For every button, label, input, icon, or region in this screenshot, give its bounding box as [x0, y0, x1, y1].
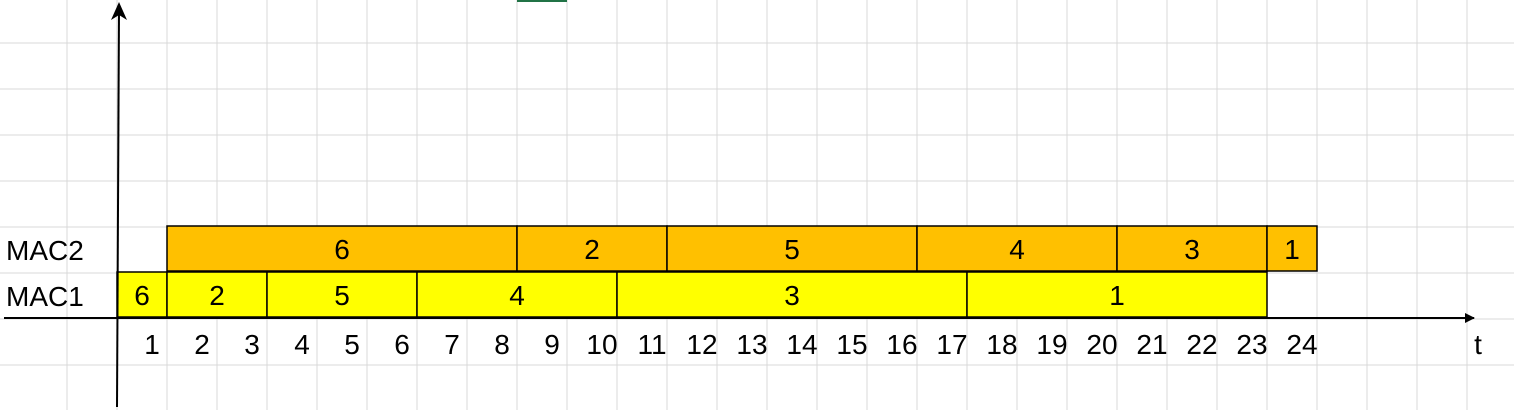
x-tick-label: 23 [1236, 329, 1268, 360]
x-tick-label: 13 [736, 329, 768, 360]
mac1-task-label: 6 [134, 280, 150, 311]
mac1-task-label: 2 [209, 280, 225, 311]
mac1-task-label: 4 [509, 280, 525, 311]
x-tick-label: 14 [786, 329, 818, 360]
x-tick-label: 8 [494, 329, 510, 360]
x-tick-label: 10 [586, 329, 618, 360]
x-tick-label: 16 [886, 329, 918, 360]
x-tick-label: 22 [1186, 329, 1218, 360]
x-tick-label: 18 [986, 329, 1018, 360]
x-axis-label: t [1474, 329, 1482, 360]
mac2-task-label: 6 [334, 234, 350, 265]
mac1-task-label: 1 [1109, 280, 1125, 311]
x-tick-label: 21 [1136, 329, 1168, 360]
x-tick-label: 6 [394, 329, 410, 360]
bars [117, 226, 1317, 317]
lane-label-mac1: MAC1 [6, 281, 84, 312]
top-green-mark [517, 0, 567, 2]
x-tick-label: 1 [144, 329, 160, 360]
x-tick-label: 20 [1086, 329, 1118, 360]
x-tick-label: 4 [294, 329, 310, 360]
x-tick-label: 2 [194, 329, 210, 360]
x-tick-label: 3 [244, 329, 260, 360]
x-tick-label: 9 [544, 329, 560, 360]
x-tick-label: 19 [1036, 329, 1068, 360]
x-tick-labels [144, 329, 1317, 360]
mac2-task-label: 1 [1284, 234, 1300, 265]
mac2-task-label: 5 [784, 234, 800, 265]
mac2-task-label: 4 [1009, 234, 1025, 265]
x-tick-label: 12 [686, 329, 718, 360]
mac2-task-label: 3 [1184, 234, 1200, 265]
x-tick-label: 17 [936, 329, 968, 360]
mac1-task-label: 3 [784, 280, 800, 311]
x-tick-label: 5 [344, 329, 360, 360]
x-tick-label: 7 [444, 329, 460, 360]
mac1-task-label: 5 [334, 280, 350, 311]
x-tick-label: 24 [1286, 329, 1318, 360]
lane-label-mac2: MAC2 [6, 235, 84, 266]
mac2-task-label: 2 [584, 234, 600, 265]
x-tick-label: 15 [836, 329, 868, 360]
x-tick-label: 11 [637, 329, 667, 360]
